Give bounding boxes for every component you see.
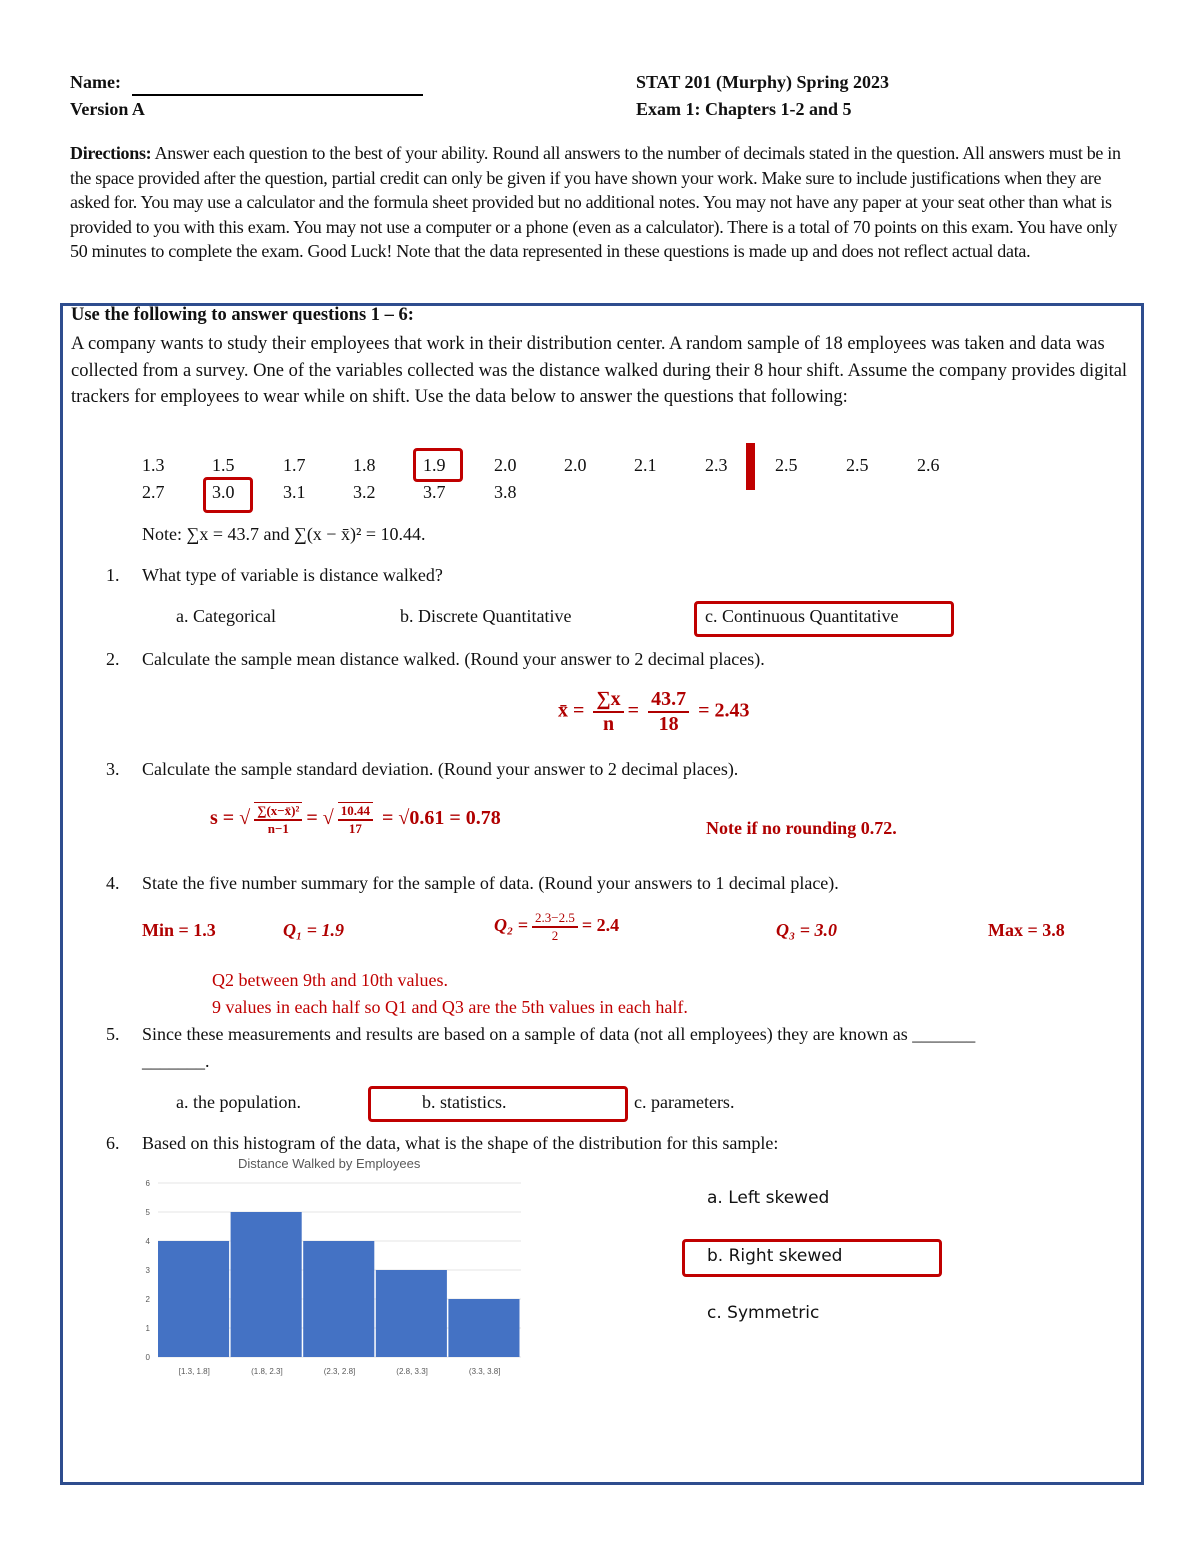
mean-result: = 2.43 [698,699,750,722]
q6-number: 6. [106,1133,120,1153]
q1-option-c[interactable]: c. Continuous Quantitative [705,606,899,626]
y-tick-label: 0 [145,1353,150,1362]
data-value: 2.3 [705,455,728,475]
frac-den: n−1 [267,821,289,836]
q4-text: State the five number summary for the sample of data. (Round your answers to 1 decimal place). [142,873,839,893]
x-tick-label: [1.3, 1.8] [178,1367,210,1376]
x-tick-label: (2.3, 2.8] [323,1367,356,1376]
frac-den: 2 [551,928,559,943]
frac-den: 17 [348,821,362,836]
note-sum-sq: ∑(x − x̄)² = 10.44. [293,524,426,544]
histogram-bar [158,1241,229,1357]
q2-label: Q₂ = [494,915,529,936]
frac-den: 18 [658,713,679,735]
name-blank[interactable] [132,94,423,96]
q5-option-c[interactable]: c. parameters. [634,1092,735,1112]
intro-text: A company wants to study their employees that work in their distribution center. A random sample of 18 employees was taken and data was collected from a survey. One of the variables collected was the distance walked during their 8 hour shift. Assume the company provides digital trackers for employees to wear while on shift. Use the data below to answer the questions that following: [71,334,1128,408]
note-prefix: Note: [142,524,187,544]
sd-result: = √0.61 = 0.78 [382,807,501,830]
y-tick-label: 3 [145,1266,150,1275]
xbar-label: x̄ = [558,699,585,722]
version-label: Version A [70,99,145,119]
data-value: 1.9 [423,455,446,475]
course-title: STAT 201 (Murphy) Spring 2023 [636,72,890,92]
histogram-bar [376,1270,447,1357]
q1-text: What type of variable is distance walked? [142,565,443,585]
frac-num: ∑x [593,688,623,713]
s-label: s = [210,807,235,830]
histogram-bar [303,1241,374,1357]
frac-num: ∑(x−x̄)² [254,803,302,821]
y-tick-label: 2 [145,1295,150,1304]
frac-num: 43.7 [648,688,689,713]
x-tick-label: (3.3, 3.8] [468,1367,501,1376]
q5-answer-highlight [368,1086,628,1122]
exam-title: Exam 1: Chapters 1-2 and 5 [636,99,852,119]
intro-heading: Use the following to answer questions 1 – 6: [71,305,414,325]
data-value: 1.3 [142,455,165,475]
q6-option-b[interactable]: b. Right skewed [707,1246,843,1266]
x-tick-label: (2.8, 3.3] [396,1367,428,1376]
chart-title: Distance Walked by Employees [238,1156,421,1171]
q3-answer: s = √ $\frac{\text{∑(x−x̄)²}}{n-1}$ = √ $\frac{10.44}{17}$ = √0.61 = 0.78 [210,803,501,836]
data-value: 2.5 [846,455,869,475]
q1-value: Q₁ = 1.9 [283,920,345,940]
q2-result: = 2.4 [581,915,620,936]
data-value: 2.6 [917,455,940,475]
y-tick-label: 4 [145,1237,150,1246]
q4-explanation-1: Q2 between 9th and 10th values. [212,970,448,990]
q2-text: Calculate the sample mean distance walked. (Round your answer to 2 decimal places). [142,649,765,669]
q5-option-a[interactable]: a. the population. [176,1092,301,1112]
frac-den: n [602,713,615,735]
q6-answer-highlight [682,1239,942,1277]
frac-num: 10.44 [338,803,373,821]
data-value: 3.2 [353,482,376,502]
histogram [130,1170,540,1385]
data-value: 3.0 [212,482,235,502]
directions-text: Answer each question to the best of your ability. Round all answers to the number of decimals stated in the question. All answers must be in the space provided after the question, partial credit can only be given if you have shown your work. Make sure to include justifications when they are asked for. You may use a calculator and the formula sheet provided but no additional notes. You may not have any paper at your seat other than what is provided to you with this exam. You may not use a computer or a phone (even as a calculator). There is a total of 70 points on this exam. You have only 50 minutes to complete the exam. Good Luck! Note that the data represented in these questions is made up and does not reflect actual data. [70,143,1121,261]
data-value: 2.7 [142,482,165,502]
q1-number: 1. [106,565,120,585]
min-value: Min = 1.3 [142,920,216,940]
y-tick-label: 5 [145,1208,150,1217]
y-tick-label: 1 [145,1324,150,1333]
median-marker [746,443,755,490]
name-label: Name: [70,72,121,92]
max-value: Max = 3.8 [988,920,1065,940]
q1-highlight [413,448,463,482]
q1-answer-highlight [694,601,954,637]
data-value: 2.0 [494,455,517,475]
q4-explanation-2: 9 values in each half so Q1 and Q3 are the 5th values in each half. [212,997,688,1017]
q3-number: 3. [106,759,120,779]
data-value: 1.7 [283,455,306,475]
note-and: and [258,524,294,544]
q6-option-c[interactable]: c. Symmetric [707,1303,820,1323]
q2-number: 2. [106,649,120,669]
data-value: 3.8 [494,482,517,502]
data-value: 1.8 [353,455,376,475]
directions-label: Directions: [70,143,152,163]
directions [70,141,1130,264]
y-tick-label: 6 [145,1179,150,1188]
data-value: 1.5 [212,455,235,475]
note-sum-x: ∑x = 43.7 [186,524,259,544]
q5-option-b[interactable]: b. statistics. [422,1092,507,1112]
data-value: 3.7 [423,482,446,502]
q6-option-a[interactable]: a. Left skewed [707,1188,830,1208]
data-value: 2.0 [564,455,587,475]
q3-value: Q₃ = 3.0 [776,920,838,940]
q5-text-cont: _______. [142,1051,210,1071]
q3-highlight [203,477,253,513]
q5-text: Since these measurements and results are based on a sample of data (not all employees) they are known as _______ [142,1024,976,1044]
note-line [142,524,426,545]
q1-option-b[interactable]: b. Discrete Quantitative [400,606,572,626]
q4-number: 4. [106,873,120,893]
q3-note: Note if no rounding 0.72. [706,818,897,838]
histogram-bar [231,1212,302,1357]
x-tick-label: (1.8, 2.3] [251,1367,283,1376]
q2-answer: x̄ = $\frac{\sum x}{n}$ = $\frac{43.7}{18}$ = 2.43 [558,688,750,735]
data-value: 2.1 [634,455,657,475]
histogram-bar [448,1299,519,1357]
data-value: 3.1 [283,482,306,502]
data-value: 2.5 [775,455,798,475]
q3-text: Calculate the sample standard deviation. (Round your answer to 2 decimal places). [142,759,739,779]
q1-option-a[interactable]: a. Categorical [176,606,276,626]
median-value [494,910,619,944]
q5-number: 5. [106,1024,120,1044]
frac-num: 2.3−2.5 [532,910,578,928]
q6-text: Based on this histogram of the data, what is the shape of the distribution for this sample: [142,1133,779,1153]
